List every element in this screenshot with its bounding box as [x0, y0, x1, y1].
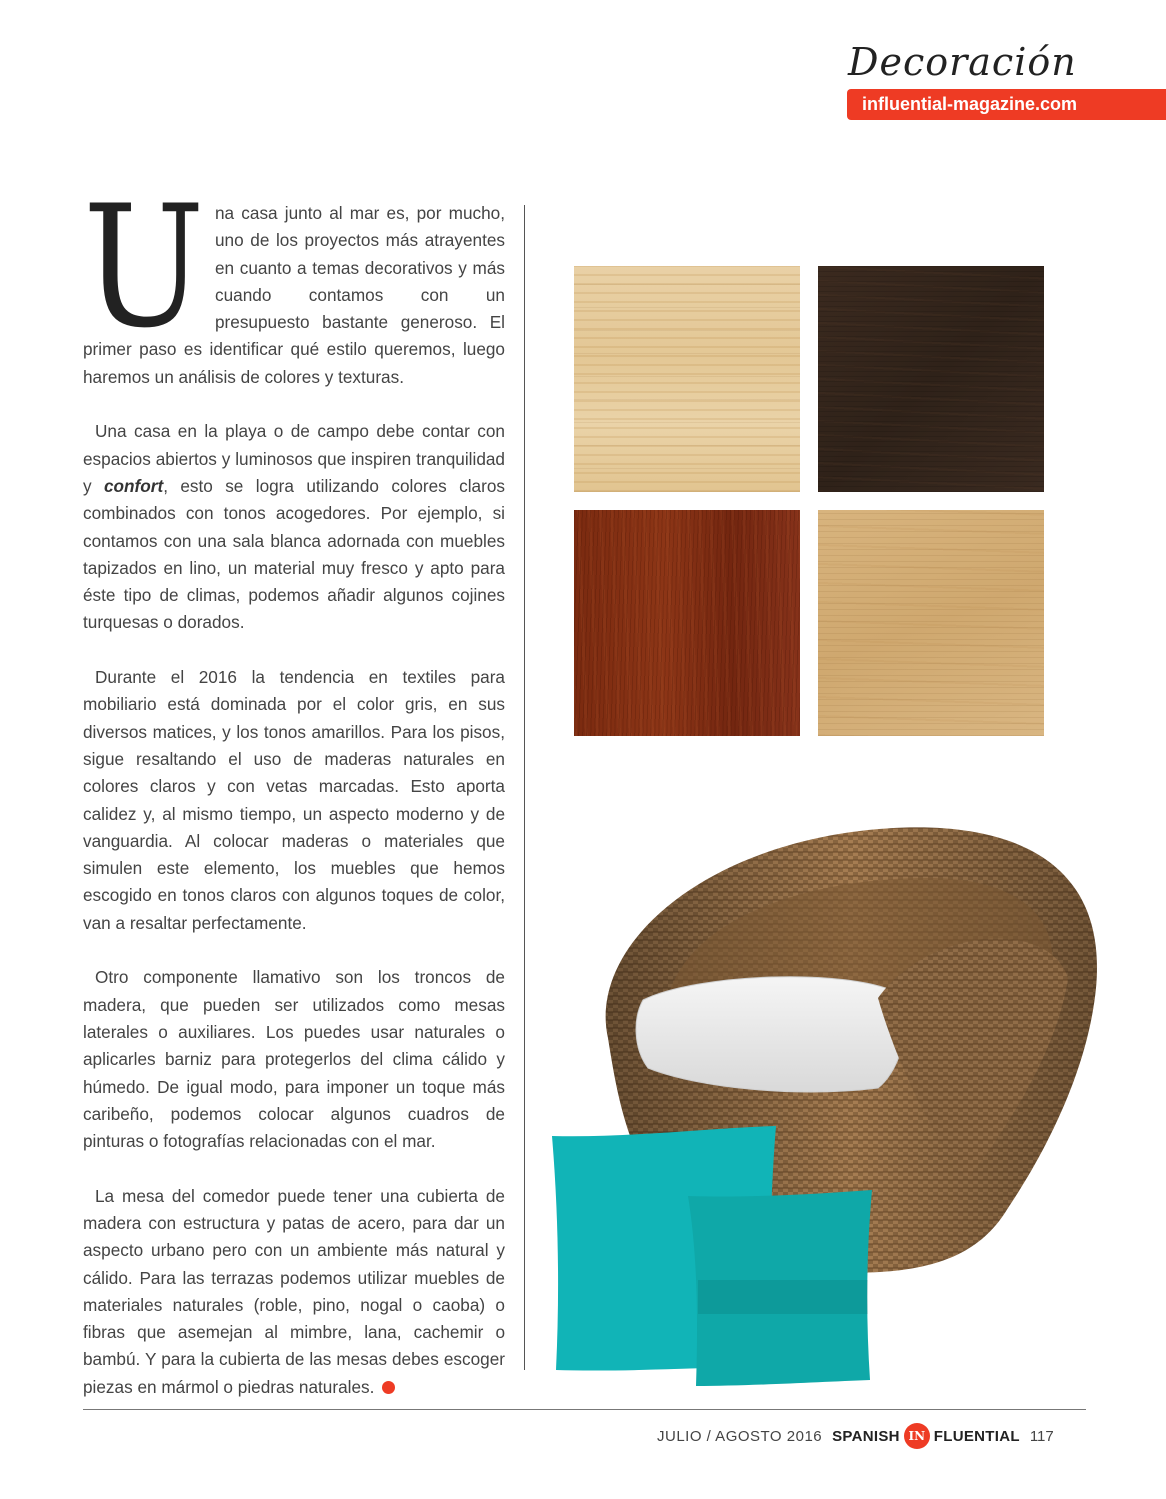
- paragraph-2: Una casa en la playa o de campo debe contar con espacios abiertos y luminosos que inspiren tranquilidad y confort, esto se logra utilizando colores claros combinados con tonos acogedores. Por ejemplo, si contamos con una sala blanca adornada con muebles tapizados en lino, un material muy fresco y apto para éste tipo de climas, podemos añadir algunos cojines turquesas o dorados.: [83, 421, 505, 633]
- section-title: Decoración: [848, 40, 1077, 84]
- dark-wood-swatch: [818, 266, 1044, 492]
- column-divider: [524, 205, 525, 1370]
- pine-wood-swatch: [574, 266, 800, 492]
- wicker-armchair-photo: [548, 768, 1128, 1388]
- footer-rule: [83, 1409, 1086, 1410]
- paragraph-5: La mesa del comedor puede tener una cubierta de madera con estructura y patas de acero, para dar un aspecto urbano pero con un ambiente más natural y cálido. Para las terrazas podemos utilizar muebles de materiales naturales (roble, pino, nogal o caoba) o fibras que asemejan al mimbre, lana, cachemir o bambú. Y para la cubierta de las mesas debes escoger piezas en mármol o piedras naturales.: [83, 1185, 505, 1397]
- teal-cushion-small: [688, 1190, 872, 1386]
- paragraph-3: Durante el 2016 la tendencia en textiles para mobiliario está dominada por el color gris, en sus diversos matices, y los tonos amarillos. Para los pisos, sigue resaltando el uso de maderas naturales en colores claros y con vetas marcadas. Esto aporta calidez y, al mismo tiempo, un aspecto moderno y de vanguardia. Al colocar maderas o materiales que simulen este elemento, los muebles que hemos escogido en tonos claros con algunos toques de color, van a resaltar perfectamente.: [83, 667, 505, 933]
- page-footer: [657, 1422, 1054, 1450]
- mahogany-wood-swatch: [574, 510, 800, 736]
- brand-fluential: FLUENTIAL: [933, 1427, 1020, 1445]
- site-url-banner[interactable]: [847, 89, 1166, 120]
- paragraph-1: [83, 169, 505, 391]
- influential-logo-icon: IN: [904, 1423, 930, 1449]
- paragraph-4: Otro componente llamativo son los troncos de madera, que pueden ser utilizados como mesas laterales o auxiliares. Los puedes usar naturales o aplicarles barniz para protegerlos del clima cálido y húmedo. De igual modo, para imponer un toque más caribeño, podemos colocar algunos cuadros de pinturas o fotografías relacionadas con el mar.: [83, 967, 505, 1152]
- paragraph-1-text: na casa junto al mar es, por mucho, uno de los proyectos más atrayentes en cuanto a temas decorativos y más cuando contamos con un presupuesto bastante generoso. El primer paso es identificar qué estilo queremos, luego haremos un análisis de colores y texturas.: [83, 203, 505, 387]
- end-mark-dot: [382, 1381, 395, 1394]
- drop-cap: U: [83, 169, 205, 365]
- site-url[interactable]: influential-magazine.com: [862, 94, 1078, 114]
- article-body: [83, 169, 505, 1428]
- emphasis-confort: confort: [103, 475, 164, 496]
- brand-spanish: SPANISH: [832, 1427, 900, 1445]
- page-number: 117: [1029, 1427, 1054, 1445]
- oak-wood-swatch: [818, 510, 1044, 736]
- issue-date: JULIO / AGOSTO 2016: [657, 1427, 823, 1445]
